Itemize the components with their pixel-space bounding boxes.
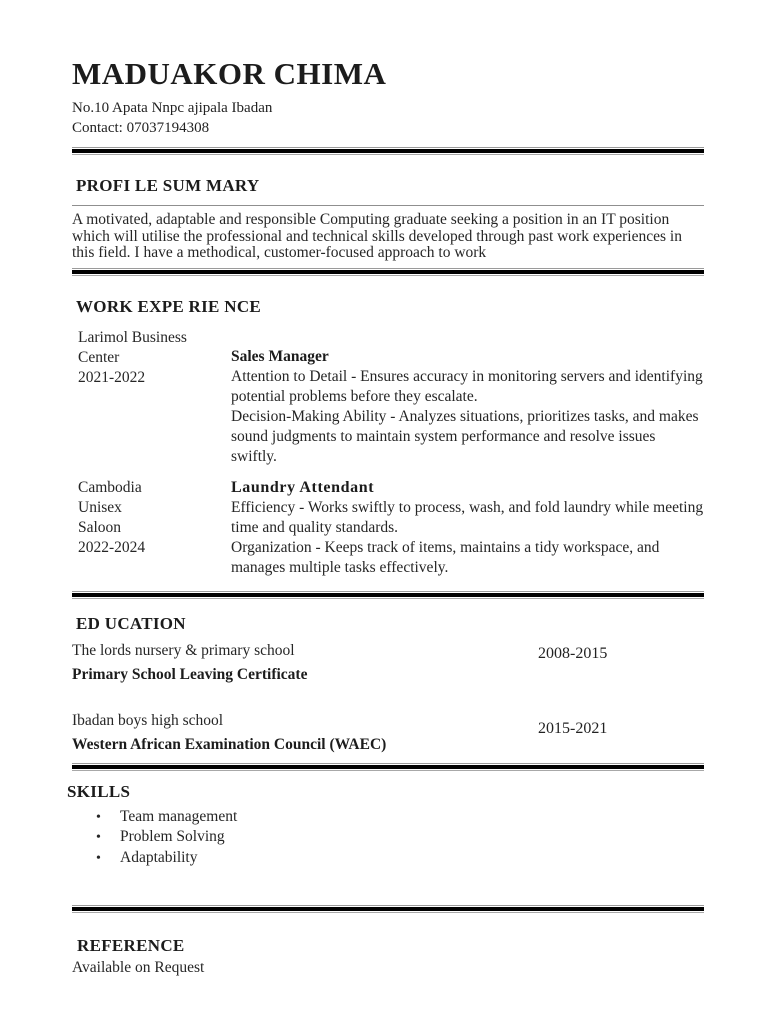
- skill-item: [72, 848, 704, 869]
- education-qualification: Primary School Leaving Certificate: [72, 665, 308, 683]
- work-entry-detail: Efficiency - Works swiftly to process, wash, and fold laundry while meeting time and quality standards.: [231, 498, 704, 536]
- skills-section: [67, 781, 704, 869]
- work-org-line: Center: [78, 348, 120, 366]
- work-entry-org-dates: [72, 328, 231, 467]
- divider-after-work: [72, 591, 704, 599]
- divider-after-profile: [72, 268, 704, 276]
- work-entry-body: [231, 478, 704, 578]
- reference-note: Available on Request: [72, 959, 205, 976]
- work-experience-section: [72, 297, 704, 578]
- divider-under-profile-heading: [72, 205, 704, 206]
- bullet-icon: •: [96, 809, 101, 825]
- work-org-line: Saloon: [78, 518, 122, 536]
- skill-item: [72, 807, 704, 828]
- education-entry: [72, 711, 704, 754]
- bullet-icon: •: [96, 830, 101, 845]
- skill-item: [72, 827, 704, 848]
- work-entry: [72, 478, 704, 578]
- skills-heading: SKILLS: [67, 781, 131, 801]
- skills-list: [72, 807, 704, 869]
- work-entry-detail: Organization - Keeps track of items, maintains a tidy workspace, and manages multiple tasks effectively.: [231, 538, 660, 576]
- profile-summary-text: A motivated, adaptable and responsible Computing graduate seeking a position in an IT position which will utilise the professional and technical skills developed through past work experiences in this field. I have a methodical, customer-focused approach to work: [72, 211, 682, 261]
- education-period: 2015-2021: [538, 719, 608, 737]
- profile-summary-section: [72, 176, 704, 262]
- education-qualification: Western African Examination Council (WAEC): [72, 735, 387, 753]
- work-entries: [72, 328, 704, 578]
- work-experience-heading: WORK EXPE RIE NCE: [76, 296, 262, 316]
- work-entry-title: Laundry Attendant: [231, 478, 375, 496]
- work-org-line: Unisex: [78, 498, 122, 516]
- skill-label: Problem Solving: [120, 828, 225, 845]
- candidate-contact: Contact: 07037194308: [72, 120, 210, 136]
- reference-heading: REFERENCE: [77, 936, 185, 955]
- work-entry-body: [231, 328, 704, 467]
- education-entry: [72, 641, 704, 684]
- bullet-icon: •: [96, 850, 101, 866]
- education-section: [72, 614, 704, 754]
- work-entry-detail: Decision-Making Ability - Analyzes situations, prioritizes tasks, and makes sound judgments to maintain system performance and resolve issues swiftly.: [231, 407, 699, 465]
- work-entry: [72, 328, 704, 467]
- work-entry-dates: 2022-2024: [78, 538, 146, 556]
- work-entry-detail: Attention to Detail - Ensures accuracy in monitoring servers and identifying potential problems before they escalate.: [231, 367, 703, 405]
- divider-after-education: [72, 763, 704, 771]
- education-entry-main: [72, 711, 538, 754]
- education-entry-main: [72, 641, 538, 684]
- work-entry-dates: 2021-2022: [78, 368, 146, 386]
- candidate-address: No.10 Apata Nnpc ajipala Ibadan: [72, 100, 273, 116]
- education-school: The lords nursery & primary school: [72, 641, 295, 659]
- divider-after-skills: [72, 905, 704, 913]
- work-org-line: Cambodia: [78, 478, 142, 496]
- reference-section: [72, 936, 704, 978]
- work-org-line: Larimol Business: [78, 328, 187, 346]
- header-section: [72, 56, 704, 138]
- education-heading: ED UCATION: [76, 613, 186, 633]
- work-entry-title: Sales Manager: [231, 347, 329, 365]
- divider-after-header: [72, 147, 704, 155]
- skill-label: Adaptability: [120, 848, 198, 866]
- education-school: Ibadan boys high school: [72, 711, 224, 729]
- candidate-name: MADUAKOR CHIMA: [72, 56, 387, 91]
- work-entry-org-dates: [72, 478, 231, 578]
- education-period: 2008-2015: [538, 644, 608, 662]
- profile-summary-heading: PROFI LE SUM MARY: [76, 176, 260, 195]
- skill-label: Team management: [120, 807, 238, 825]
